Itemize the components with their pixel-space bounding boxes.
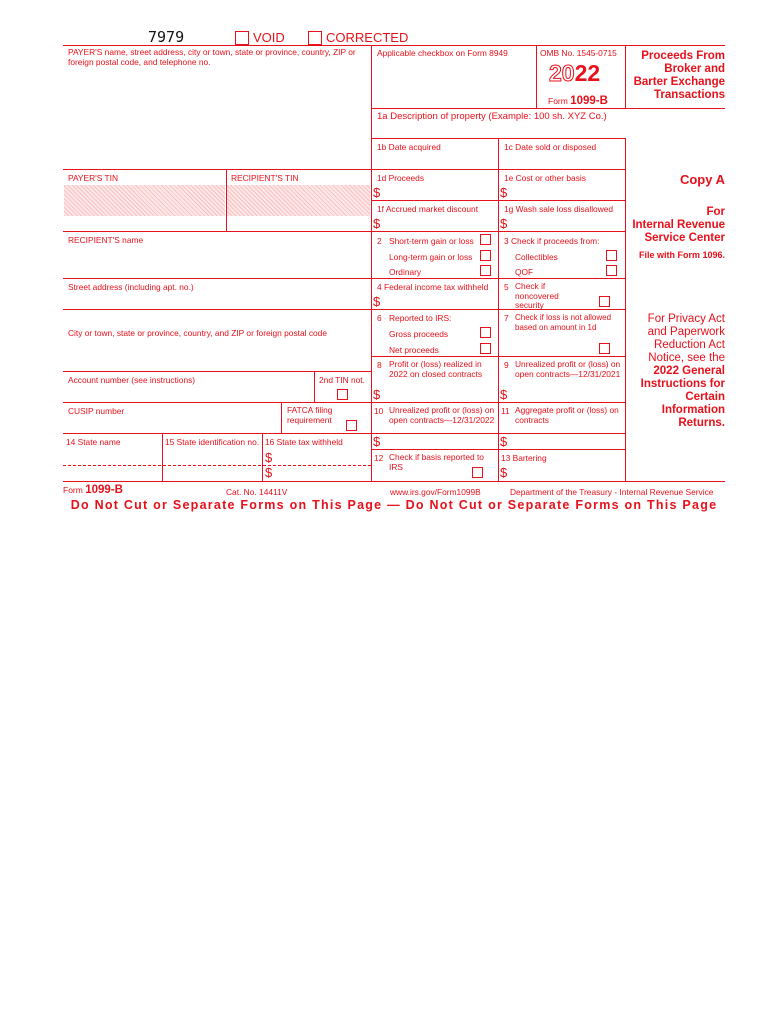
box-5-number: 5: [504, 282, 509, 292]
do-not-cut-banner: Do Not Cut or Separate Forms on This Page — Do Not Cut or Separate Forms on This Page: [70, 498, 718, 512]
box-2-short-term-label: Short-term gain or loss: [389, 236, 474, 246]
applicable-checkbox-label: Applicable checkbox on Form 8949: [377, 48, 508, 58]
rule-v-omb: [536, 45, 537, 108]
box-15-label: 15 State identification no.: [165, 437, 260, 447]
box-1f-label: 1f Accrued market discount: [377, 204, 479, 214]
fatca-checkbox[interactable]: [346, 420, 357, 431]
box-6-label: Reported to IRS:: [389, 313, 452, 323]
street-address-field[interactable]: [64, 293, 370, 308]
box-1c-label: 1c Date sold or disposed: [504, 142, 597, 152]
privacy-line-2: and Paperwork: [647, 326, 725, 338]
box-3-qof-checkbox[interactable]: [606, 265, 617, 276]
rule-v-625: [625, 45, 626, 108]
box-1a-label: 1a Description of property (Example: 100 sh. XYZ Co.): [377, 111, 607, 122]
footer-form-id: [63, 484, 123, 496]
payer-box-label: PAYER'S name, street address, city or town, state or province, country, ZIP or foreign postal code, and telephone no.: [68, 47, 356, 67]
rule-v-16: [262, 433, 263, 481]
irs-center-line-2: Service Center: [644, 232, 725, 244]
payer-field[interactable]: [64, 68, 370, 168]
box-6-net-label: Net proceeds: [389, 345, 439, 355]
title-line-4: Transactions: [654, 89, 725, 101]
box-1e-label: 1e Cost or other basis: [504, 173, 586, 183]
box-1g-label: 1g Wash sale loss disallowed: [504, 204, 614, 214]
second-tin-label: 2nd TIN not.: [319, 375, 365, 385]
box-1e-dollar: $: [500, 185, 508, 200]
box-3-collectibles-label: Collectibles: [515, 252, 558, 262]
box-9-number: 9: [504, 360, 509, 370]
privacy-line-1: For Privacy Act: [647, 313, 725, 325]
box-6-number: 6: [377, 313, 382, 323]
form-word: Form: [548, 96, 568, 106]
rule-v-371: [371, 45, 372, 481]
box-13-dollar: $: [500, 465, 508, 480]
box-10-dollar: $: [373, 434, 381, 449]
box-16-label: 16 State tax withheld: [265, 437, 343, 447]
box-6-gross-checkbox[interactable]: [480, 327, 491, 338]
account-number-label: Account number (see instructions): [68, 375, 196, 385]
footer-form-number: 1099-B: [85, 484, 123, 496]
rule-v-fatca: [281, 402, 282, 433]
void-label: VOID: [253, 30, 285, 45]
irs-website: www.irs.gov/Form1099B: [390, 487, 481, 497]
account-number-field[interactable]: [64, 386, 313, 401]
box-2-long-term-checkbox[interactable]: [480, 250, 491, 261]
tax-year-prefix: 20: [549, 60, 575, 86]
recipient-name-field[interactable]: [64, 246, 370, 277]
box-10-number: 10: [374, 406, 384, 416]
box-16-dollar-2: $: [265, 465, 273, 480]
rule-1a-top: [371, 108, 725, 109]
void-checkbox[interactable]: [235, 31, 249, 45]
box-9-label: Unrealized profit or (loss) on open contracts—12/31/2021: [515, 359, 621, 379]
rule-account-top: [63, 371, 371, 372]
privacy-line-4: Notice, see the: [648, 352, 725, 364]
privacy-line-3: Reduction Act: [654, 339, 725, 351]
box-2-ordinary-checkbox[interactable]: [480, 265, 491, 276]
rule-street-top: [63, 278, 625, 279]
recipient-name-label: RECIPIENT'S name: [68, 235, 144, 245]
cusip-field[interactable]: [64, 417, 280, 432]
corrected-checkbox[interactable]: [308, 31, 322, 45]
box-12-label: Check if basis reported to IRS: [389, 452, 484, 472]
box-2-ordinary-label: Ordinary: [389, 267, 422, 277]
box-9-dollar: $: [500, 387, 508, 402]
payers-tin-field[interactable]: [64, 185, 225, 216]
box-7-number: 7: [504, 313, 509, 323]
rule-bottom: [63, 481, 725, 482]
fatca-label: FATCA filing requirement: [287, 405, 333, 425]
box-3-qof-label: QOF: [515, 267, 534, 277]
box-14-label: 14 State name: [66, 437, 121, 447]
box-7-label: Check if loss is not allowed based on amount in 1d: [515, 313, 612, 332]
cusip-label: CUSIP number: [68, 406, 125, 416]
box-4-label: 4 Federal income tax withheld: [377, 282, 489, 292]
box-8-label: Profit or (loss) realized in 2022 on closed contracts: [389, 359, 483, 379]
instructions-line-3: Certain: [685, 391, 725, 403]
box-4-dollar: $: [373, 294, 381, 309]
rule-recipient-top: [63, 231, 625, 232]
street-address-label: Street address (including apt. no.): [68, 282, 194, 292]
payers-tin-label: PAYER'S TIN: [68, 173, 118, 183]
tax-year: [549, 60, 600, 86]
instructions-line-2: Instructions for: [640, 378, 725, 390]
rule-v-498: [498, 138, 499, 481]
box-1d-dollar: $: [373, 185, 381, 200]
box-13-label: 13 Bartering: [501, 453, 547, 463]
rule-cusip-top: [63, 402, 625, 403]
cat-number: Cat. No. 14411V: [226, 487, 288, 497]
recipients-tin-field[interactable]: [227, 185, 370, 216]
rule-v-625b: [625, 138, 626, 481]
irs-center-line-1: Internal Revenue: [632, 219, 725, 231]
instructions-line-4: Information: [661, 404, 725, 416]
box-3-collectibles-checkbox[interactable]: [606, 250, 617, 261]
box-6-gross-label: Gross proceeds: [389, 329, 449, 339]
rule-payer-bottom: [63, 169, 625, 170]
instructions-line-1: 2022 General: [653, 365, 725, 377]
rule-v-2ndtin: [314, 371, 315, 402]
box-10-label: Unrealized profit or (loss) on open contracts—12/31/2022: [389, 405, 495, 425]
box-16-dollar-1: $: [265, 450, 273, 465]
form-number: 1099-B: [570, 95, 608, 107]
tax-year-suffix: 22: [574, 60, 601, 86]
rule-14-top: [63, 433, 625, 434]
box-5-checkbox[interactable]: [599, 296, 610, 307]
box-11-number: 11: [501, 406, 510, 416]
form-id: [548, 95, 608, 107]
box-12-number: 12: [374, 453, 384, 463]
city-field[interactable]: [64, 340, 370, 370]
recipients-tin-label: RECIPIENT'S TIN: [231, 173, 299, 183]
box-2-short-term-checkbox[interactable]: [480, 234, 491, 245]
rule-v-15: [162, 433, 163, 481]
box-2-long-term-label: Long-term gain or loss: [389, 252, 473, 262]
box-11-dollar: $: [500, 434, 508, 449]
box-7-checkbox[interactable]: [599, 343, 610, 354]
box-2-number: 2: [377, 236, 382, 246]
file-with-label: File with Form 1096.: [638, 250, 725, 260]
box-11-label: Aggregate profit or (loss) on contracts: [515, 405, 619, 425]
box-1b-label: 1b Date acquired: [377, 142, 441, 152]
box-1d-label: 1d Proceeds: [377, 173, 425, 183]
second-tin-checkbox[interactable]: [337, 389, 348, 400]
box-1g-dollar: $: [500, 216, 508, 231]
for-label: For: [706, 206, 725, 218]
footer-form-word: Form: [63, 485, 83, 495]
corrected-label: CORRECTED: [326, 30, 409, 45]
box-5-label: Check if noncovered security: [515, 281, 559, 310]
title-line-1: Proceeds From: [641, 50, 725, 62]
box-6-net-checkbox[interactable]: [480, 343, 491, 354]
box-3-label: 3 Check if proceeds from:: [504, 236, 600, 246]
omb-number: OMB No. 1545-0715: [540, 48, 617, 58]
copy-a-label: Copy A: [679, 172, 725, 187]
box-1f-dollar: $: [373, 216, 381, 231]
city-label: City or town, state or province, country, and ZIP or foreign postal code: [68, 328, 327, 338]
title-line-2: Broker and: [664, 63, 725, 75]
box-8-number: 8: [377, 360, 382, 370]
instructions-line-5: Returns.: [678, 417, 725, 429]
box-12-checkbox[interactable]: [472, 467, 483, 478]
title-line-3: Barter Exchange: [633, 76, 725, 88]
form-code: 7979: [148, 28, 185, 46]
box-8-dollar: $: [373, 387, 381, 402]
rule-14-dashed: [63, 465, 371, 466]
department-label: Department of the Treasury - Internal Revenue Service: [510, 487, 714, 497]
